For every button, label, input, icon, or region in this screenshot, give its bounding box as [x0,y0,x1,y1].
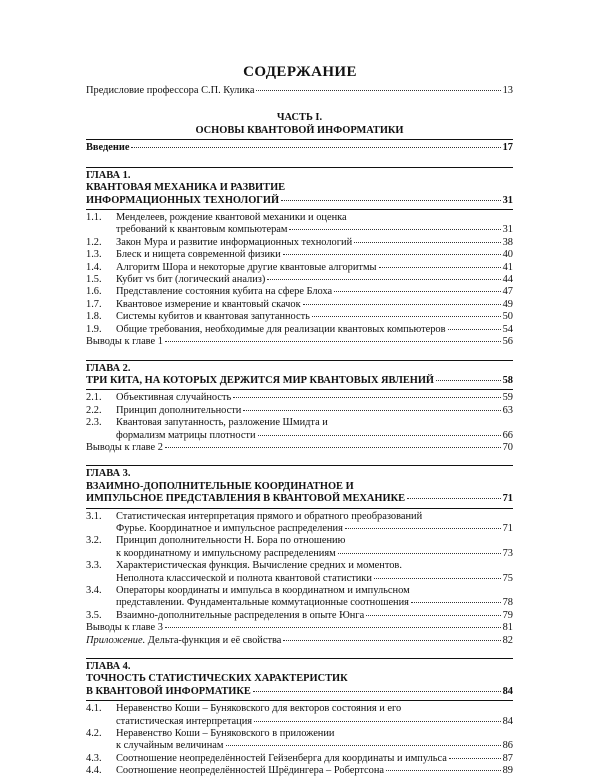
entry-page: 17 [502,142,513,154]
entry-page: 56 [502,336,513,348]
entry-page: 54 [502,323,513,335]
toc-entry-4-1[interactable] [86,703,513,715]
entry-text: Квантовое измерение и квантовый скачок [116,298,301,310]
entry-page: 71 [502,522,513,534]
leader-dots [254,721,501,722]
section-number: 1.5. [86,274,102,286]
leader-dots [366,615,500,616]
part-title: ОСНОВЫ КВАНТОВОЙ ИНФОРМАТИКИ [195,125,404,137]
chapter-1-label: ГЛАВА 1. [86,169,131,181]
divider [86,389,513,390]
section-number: 1.6. [86,286,102,298]
leader-dots [283,640,500,641]
entry-page: 75 [502,572,513,584]
entry-page: 44 [502,274,513,286]
entry-text: статистическая интерпретация [116,715,253,727]
entry-text: Алгоритм Шора и некоторые другие квантовые алгоритмы [116,261,377,273]
leader-dots [267,279,500,280]
entry-text: требований к квантовым компьютерам [116,224,288,236]
toc-entry-1-1-cont[interactable] [86,224,513,236]
entry-page: 41 [502,261,513,273]
toc-entry-3-1-cont[interactable] [86,523,513,535]
entry-page: 73 [502,547,513,559]
leader-dots [258,435,501,436]
divider [86,139,513,140]
toc-entry-chapter-2[interactable] [86,375,513,387]
leader-dots [386,770,501,771]
leader-dots [165,627,501,628]
section-number: 2.3. [86,417,102,429]
leader-dots [338,553,501,554]
part-label: ЧАСТЬ I. [276,112,323,124]
entry-page: 79 [502,609,513,621]
entry-page: 87 [502,752,513,764]
entry-text: Выводы к главе 2 [86,441,163,453]
chapter-4-label: ГЛАВА 4. [86,661,131,673]
toc-entry-1-4[interactable] [86,262,513,274]
toc-entry-preface[interactable] [86,85,513,97]
entry-page: 86 [502,740,513,752]
entry-text: Характеристическая функция. Вычисление средних и моментов. [116,560,402,572]
divider [86,360,513,361]
toc-entry-3-2-cont[interactable] [86,548,513,560]
toc-body [86,85,513,778]
entry-text: Объективная случайность [116,392,232,404]
leader-dots [436,380,501,381]
section-number: 2.2. [86,404,102,416]
section-number: 1.1. [86,212,102,224]
toc-entry-1-6[interactable] [86,286,513,298]
entry-page: 40 [502,249,513,261]
section-number: 2.1. [86,392,102,404]
divider [86,209,513,210]
toc-entry-2-1[interactable] [86,392,513,404]
toc-entry-4-3[interactable] [86,753,513,765]
divider [86,658,513,659]
entry-text: Менделеев, рождение квантовой механики и оценка [116,212,347,224]
entry-text: Дельта-функция и её свойства [145,634,282,646]
section-number: 1.2. [86,236,102,248]
entry-text: Принцип дополнительности Н. Бора по отношению [116,535,346,547]
leader-dots [165,447,501,448]
leader-dots [256,90,500,91]
entry-page: 84 [502,715,513,727]
toc-entry-conclusions-2[interactable] [86,442,513,454]
divider [86,508,513,509]
entry-page: 31 [502,224,513,236]
toc-entry-conclusions-1[interactable] [86,336,513,348]
divider [86,465,513,466]
leader-dots [131,147,500,148]
entry-page: 84 [502,685,513,697]
entry-text: Предисловие профессора С.П. Кулика [86,85,255,96]
entry-text: Общие требования, необходимые для реализации квантовых компьютеров [116,323,446,335]
divider [86,700,513,701]
entry-page: 63 [502,404,513,416]
section-number: 1.3. [86,249,102,261]
entry-text: Введение [86,142,130,154]
entry-text: к координатному и импульсному распределениям [116,547,336,559]
leader-dots [289,229,500,230]
entry-text: Выводы к главе 1 [86,336,163,348]
section-number: 3.2. [86,535,102,547]
entry-text: Блеск и нищета современной физики [116,249,281,261]
chapter-4-title-line: В КВАНТОВОЙ ИНФОРМАТИКЕ [86,685,251,697]
toc-entry-3-4-cont[interactable] [86,597,513,609]
entry-page: 58 [502,374,513,386]
toc-entry-3-3[interactable] [86,560,513,572]
chapter-3-title-line: ИМПУЛЬСНОЕ ПРЕДСТАВЛЕНИЯ В КВАНТОВОЙ МЕХАНИКЕ [86,493,406,505]
section-number: 3.3. [86,560,102,572]
toc-entry-3-5[interactable] [86,610,513,622]
leader-dots [243,410,500,411]
entry-text: Выводы к главе 3 [86,622,163,634]
toc-entry-appendix[interactable] [86,635,513,647]
entry-page: 49 [502,298,513,310]
entry-page: 50 [502,311,513,323]
entry-text: представлении. Фундаментальные коммутационные соотношения [116,597,409,609]
section-number: 3.4. [86,585,102,596]
toc-entry-4-1-cont[interactable] [86,716,513,728]
toc-entry-1-2[interactable] [86,237,513,249]
leader-dots [449,758,501,759]
toc-entry-1-9[interactable] [86,324,513,336]
leader-dots [303,304,501,305]
leader-dots [407,498,501,499]
page-title: СОДЕРЖАНИЕ [243,64,357,80]
entry-text: Принцип дополнительности [116,404,242,416]
entry-text: Неполнота классической и полнота квантовой статистики [116,572,372,584]
entry-text: Фурье. Координатное и импульсное распределения [116,522,343,534]
section-number: 1.4. [86,261,102,273]
entry-page: 31 [502,194,513,206]
entry-text: формализм матрицы плотности [116,429,256,441]
entry-page: 66 [502,429,513,441]
entry-text: Закон Мура и развитие информационных технологий [116,236,353,248]
leader-dots [281,200,501,201]
toc-entry-1-7[interactable] [86,299,513,311]
toc-entry-2-3[interactable] [86,417,513,429]
leader-dots [312,316,501,317]
toc-entry-chapter-4[interactable] [86,686,513,698]
toc-entry-chapter-1[interactable] [86,195,513,207]
leader-dots [354,242,500,243]
toc-entry-3-1[interactable] [86,511,513,523]
toc-entry-1-1[interactable] [86,212,513,224]
entry-text: Соотношение неопределённостей Гейзенберга для координаты и импульса [116,752,447,764]
toc-entry-3-2[interactable] [86,535,513,547]
entry-page: 13 [502,85,513,96]
leader-dots [334,291,500,292]
section-number: 3.1. [86,510,102,522]
divider [86,167,513,168]
section-number: 4.1. [86,703,102,715]
entry-page: 81 [502,622,513,634]
section-number: 4.4. [86,765,102,777]
toc-entry-conclusions-3[interactable] [86,622,513,634]
section-number: 1.7. [86,298,102,310]
toc-entry-3-4[interactable] [86,585,513,597]
toc-entry-4-2-cont[interactable] [86,740,513,752]
entry-page: 70 [502,441,513,453]
chapter-2-title: ТРИ КИТА, НА КОТОРЫХ ДЕРЖИТСЯ МИР КВАНТОВЫХ ЯВЛЕНИЙ [86,374,435,386]
leader-dots [283,254,501,255]
entry-text: к случайным величинам [116,740,224,752]
section-number: 4.2. [86,728,102,740]
toc-entry-4-4[interactable] [86,765,513,777]
section-number: 1.8. [86,311,102,323]
toc-entry-1-3[interactable] [86,249,513,261]
entry-page: 71 [502,493,513,505]
entry-text: Статистическая интерпретация прямого и обратного преобразований [116,510,423,522]
entry-page: 82 [502,634,513,646]
entry-text: Квантовая запутанность, разложение Шмидта и [116,417,328,429]
leader-dots [379,267,501,268]
toc-entry-intro[interactable] [86,142,513,154]
leader-dots [345,528,501,529]
chapter-1-title-line: КВАНТОВАЯ МЕХАНИКА И РАЗВИТИЕ [86,182,286,194]
entry-page: 59 [502,392,513,404]
entry-text: Соотношение неопределённостей Шрёдингера – Робертсона [116,765,385,777]
chapter-3-title-line: ВЗАИМНО-ДОПОЛНИТЕЛЬНЫЕ КООРДИНАТНОЕ И [86,480,354,492]
section-number: 3.5. [86,609,102,621]
leader-dots [165,341,501,342]
leader-dots [233,397,500,398]
chapter-4-title-line: ТОЧНОСТЬ СТАТИСТИЧЕСКИХ ХАРАКТЕРИСТИК [86,673,348,685]
entry-text: Неравенство Коши – Буняковского в приложении [116,728,335,740]
entry-page: 78 [502,597,513,609]
leader-dots [411,602,501,603]
leader-dots [448,329,501,330]
toc-entry-1-5[interactable] [86,274,513,286]
section-number: 4.3. [86,752,102,764]
toc-entry-4-2[interactable] [86,728,513,740]
entry-text: Системы кубитов и квантовая запутанность [116,311,310,323]
leader-dots [253,691,501,692]
section-number: 1.9. [86,323,102,335]
entry-page: 47 [502,286,513,298]
chapter-3-label: ГЛАВА 3. [86,468,131,480]
appendix-label: Приложение. [86,634,146,646]
entry-text: Кубит vs бит (логический анализ) [116,274,266,286]
entry-text: Операторы координаты и импульса в координатном и импульсном [116,585,410,596]
entry-text: Взаимно-дополнительные распределения в опыте Юнга [116,609,365,621]
chapter-1-title-line: ИНФОРМАЦИОННЫХ ТЕХНОЛОГИЙ [86,194,280,206]
toc-entry-2-3-cont[interactable] [86,430,513,442]
entry-text: Неравенство Коши – Буняковского для векторов состояния и его [116,703,402,715]
entry-text: Представление состояния кубита на сфере Блоха [116,286,333,298]
entry-page: 38 [502,236,513,248]
entry-page: 89 [502,765,513,777]
leader-dots [374,578,501,579]
toc-entry-1-8[interactable] [86,311,513,323]
leader-dots [226,745,501,746]
toc-entry-chapter-3[interactable] [86,493,513,505]
chapter-2-label: ГЛАВА 2. [86,362,131,374]
toc-entry-3-3-cont[interactable] [86,573,513,585]
toc-entry-2-2[interactable] [86,405,513,417]
